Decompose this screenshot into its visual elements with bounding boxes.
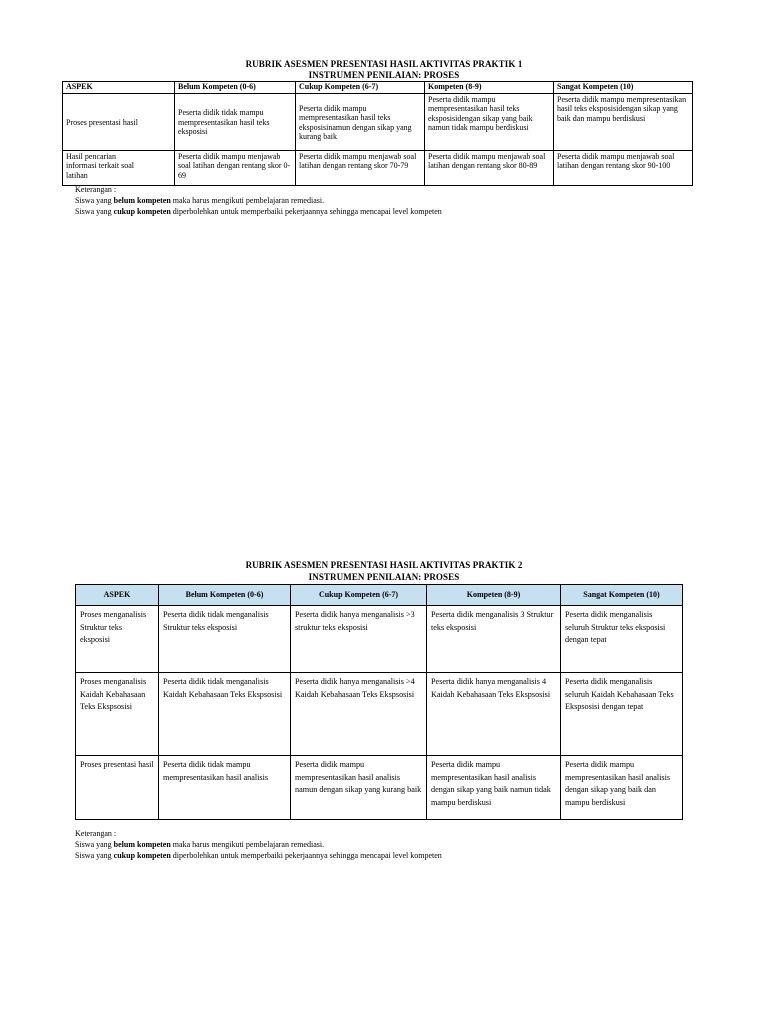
table-cell: Proses presentasi hasil (76, 756, 159, 820)
rubric2-title: RUBRIK ASESMEN PRESENTASI HASIL AKTIVITAS PRAKTIK 2 (245, 560, 523, 570)
table-header-row (76, 585, 683, 606)
rubric1-subtitle: INSTRUMEN PENILAIAN: PROSES (308, 70, 460, 80)
rubric1-title: RUBRIK ASESMEN PRESENTASI HASIL AKTIVITAS PRAKTIK 1 (245, 59, 523, 69)
table-row (76, 606, 683, 673)
table-cell: Peserta didik hanya menganalisis 4 Kaidah Kebahasaan Teks Ekspsosisi (427, 673, 561, 756)
table-cell: Proses menganalisis Struktur teks eksposisi (76, 606, 159, 673)
header-aspek: ASPEK (63, 82, 175, 94)
header-aspek: ASPEK (76, 585, 159, 606)
notes-heading: Keterangan : (75, 185, 117, 194)
table-cell: Peserta didik mampu mempresentasikan hasil analisis dengan sikap yang baik namun tidak mampu berdiskusi (427, 756, 561, 820)
table-cell: Peserta didik mampu mempresentasikan hasil analisis dengan sikap yang baik dan mampu berdiskusi (561, 756, 683, 820)
table-cell: Peserta didik tidak menganalisis Kaidah Kebahasaan Teks Ekspsosisi (159, 673, 291, 756)
rubric2-notes (75, 828, 442, 862)
rubric2-subtitle: INSTRUMEN PENILAIAN: PROSES (308, 572, 460, 582)
notes-heading: Keterangan : (75, 829, 117, 838)
table-cell: Proses menganalisis Kaidah Kebahasaan Teks Ekspsosisi (76, 673, 159, 756)
table-header-row (63, 82, 693, 94)
table-row (76, 756, 683, 820)
header-belum-kompeten: Belum Kompeten (0-6) (175, 82, 296, 94)
notes-line-belum: Siswa yang belum kompeten maka harus mengikuti pembelajaran remediasi. (75, 840, 325, 850)
rubric2-table (75, 584, 683, 820)
notes-line-belum: Siswa yang belum kompeten maka harus mengikuti pembelajaran remediasi. (75, 196, 325, 206)
table-cell: Peserta didik mampu menjawab soal latihan dengan rentang skor 90-100 (554, 151, 693, 186)
rubric1-table (62, 81, 693, 186)
header-sangat-kompeten: Sangat Kompeten (10) (554, 82, 693, 94)
table-cell: Peserta didik hanya menganalisis >4 Kaidah Kebahasaan Teks Ekspsosisi (291, 673, 427, 756)
header-sangat-kompeten: Sangat Kompeten (10) (561, 585, 683, 606)
table-cell: Peserta didik mampu menjawab soal latihan dengan rentang skor 80-89 (425, 151, 554, 186)
table-cell: Peserta didik mampu mempresentasikan hasil teks eksposisinamun dengan sikap yang kurang baik (296, 94, 425, 151)
notes-line-cukup: Siswa yang cukup kompeten diperbolehkan untuk memperbaiki pekerjaannya sehingga mencapai level kompeten (75, 851, 442, 861)
table-row (63, 94, 693, 151)
table-cell: Peserta didik tidak mampu mempresentasikan hasil teks eksposisi (175, 94, 296, 151)
table-row (76, 673, 683, 756)
table-cell: Peserta didik tidak mampu mempresentasikan hasil analisis (159, 756, 291, 820)
table-cell: Proses presentasi hasil (63, 94, 175, 151)
table-cell: Peserta didik menganalisis seluruh Struktur teks eksposisi dengan tepat (561, 606, 683, 673)
table-cell: Peserta didik menganalisis seluruh Kaidah Kebahasaan Teks Ekspsosisi dengan tepat (561, 673, 683, 756)
header-cukup-kompeten: Cukup Kompeten (6-7) (296, 82, 425, 94)
table-cell: Peserta didik mampu menjawab soal latihan dengan rentang skor 0-69 (175, 151, 296, 186)
table-cell: Peserta didik tidak menganalisis Struktur teks eksposisi (159, 606, 291, 673)
table-cell: Peserta didik mampu mempresentasikan hasil teks eksposisidengan sikap yang baik namun tidak mampu berdiskusi (425, 94, 554, 151)
notes-line-cukup: Siswa yang cukup kompeten diperbolehkan untuk memperbaiki pekerjaannya sehingga mencapai level kompeten (75, 207, 442, 217)
rubric1-notes (75, 184, 442, 218)
table-cell: Peserta didik hanya menganalisis >3 struktur teks eksposisi (291, 606, 427, 673)
table-cell: Peserta didik mampu mempresentasikan hasil analisis namun dengan sikap yang kurang baik (291, 756, 427, 820)
header-belum-kompeten: Belum Kompeten (0-6) (159, 585, 291, 606)
table-cell: Peserta didik menganalisis 3 Struktur teks eksposisi (427, 606, 561, 673)
table-cell: Peserta didik mampu mempresentasikan hasil teks eksposisidengan sikap yang baik dan mampu berdiskusi (554, 94, 693, 151)
table-cell: Hasil pencarian informasi terkait soal latihan (63, 151, 175, 186)
header-cukup-kompeten: Cukup Kompeten (6-7) (291, 585, 427, 606)
table-cell: Peserta didik mampu menjawab soal latihan dengan rentang skor 70-79 (296, 151, 425, 186)
header-kompeten: Kompeten (8-9) (427, 585, 561, 606)
table-row (63, 151, 693, 186)
header-kompeten: Kompeten (8-9) (425, 82, 554, 94)
